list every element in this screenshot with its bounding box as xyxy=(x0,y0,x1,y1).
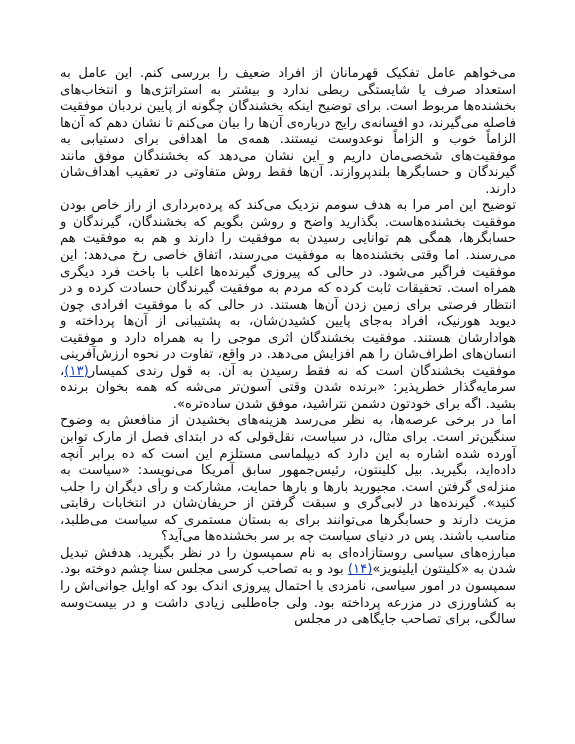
paragraph-text: توضیح این امر مرا به هدف سومم نزدیک می‌کند که پرده‌برداری از راز خاص بودن موفقیت بخشنده‌هاست. بگذارید واضح و روشن بگویم که بخشندگان، گیرندگان و حسابگرها، همگی هم توانایی رسیدن به موفقیت را دارند و هم به موفقیت هم می‌رسند. اما وقتی بخشنده‌ها به موفقیت می‌رسند، اتفاق خاصی رخ می‌دهد: این موفقیت فراگیر می‌شود. در حالی که پیروزی گیرنده‌ها اغلب با باخت فرد دیگری همراه است. تحقیقات ثابت کرده که مردم به موفقیت گیرندگان حسادت کرده و در انتظار فرصتی برای زمین زدن آن‌ها هستند. در حالی که با موفقیت افرادی چون دیوید هورنیک، افراد به‌جای پایین کشیدن‌شان، به پشتیبانی از آن‌ها پرداخته و هوادارشان هستند. موفقیت بخشندگان اثری موجی را به همراه دارد و موفقیت انسان‌های اطراف‌شان را هم افزایش می‌دهد. در واقع، تفاوت در نحوه ارزش‌آفرینی موفقیت بخشندگان است که نه فقط رسیدن به آن. به قول رندی کمیسار xyxy=(60,198,516,379)
paragraph-text: اما در برخی عرصه‌ها، به نظر می‌رسد هزینه‌های بخشیدن از منافعش به وضوح سنگین‌تر است. برای مثال، در سیاست، نقل‌قولی که در ابتدای فصل از مارک توابن آورده شده اشاره به این دارد که دیپلماسی مستلزم این است که ده برابر آنچه داده‌اید، بگیرید. بیل کلینتون، رئیس‌جمهور سابق آمریکا می‌نویسد: «سیاست به منزله‌ی گرفتن است. مجبورید بارها و بارها حمایت، مشارکت و رأی دیگران را جلب کنید». گیرنده‌ها در لابی‌گری و سبقت گرفتن از حریفان‌شان در انتخابات رقابتی مزیت دارند و حسابگرها می‌توانند برای به بستان مستمری که سیاست می‌طلبد، مناسب باشند. پس در دنیای سیاست چه بر سر بخشنده‌ها می‌آید؟ xyxy=(60,413,516,545)
paragraph-text: ، سرمایه‌گذار خطرپذیر: «برنده شدن وقتی آسون‌تر می‌شه که همه بخوان برنده بشید. اگه برای خودتون دشمن نتراشید، موفق شدن ساده‌تره». xyxy=(60,363,516,412)
paragraph-text: می‌خواهم عامل تفکیک قهرمانان از افراد ضعیف را بررسی کنم. این عامل به استعداد صرف یا شایستگی ربطی ندارد و بیشتر به استراتژی‌ها و انتخاب‌های بخشنده‌ها مربوط است. برای توضیح اینکه بخشندگان چگونه از پایین نردبان موفقیت فاصله می‌گیرند، دو افسانه‌ی رایج درباره‌ی آن‌ها را بیان می‌کنم تا نشان دهم که آن‌ها الزاماً خوب و الزاماً نوعدوست نیستند. همه‌ی ما اهدافی برای دستیابی به موفقیت‌های شخصی‌مان داریم و این نشان می‌دهد که بخشندگان موفق مانند گیرندگان و حسابگرها بلندپروازند. آن‌ها فقط روش متفاوتی در تعقیب اهداف‌شان دارند. xyxy=(60,66,516,197)
footnote-reference-link[interactable]: (۱۳) xyxy=(64,363,89,379)
paragraph xyxy=(60,546,516,629)
paragraph-text: مبارزه‌های سیاسی روستازاده‌ای به نام سمپسون را در نظر بگیرید. هدفش تبدیل شدن به «کلینتون ایلینویز» xyxy=(60,545,516,578)
paragraph-text: بود و به تصاحب کرسی مجلس سنا چشم دوخته بود. سمپسون در امور سیاسی، نامزدی با احتمال پیروزی اندک بود که اوایل جوانی‌اش را به کشاورزی در مزرعه پرداخته بود. ولی جاه‌طلبی زیادی داشت و در بیست‌وسه سالگی، برای تصاحب جایگاهی در مجلس xyxy=(60,562,516,628)
paragraph xyxy=(60,66,516,198)
body-text xyxy=(60,66,516,629)
footnote-reference-link[interactable]: (۱۴) xyxy=(347,562,373,578)
paragraph xyxy=(60,198,516,413)
paragraph xyxy=(60,413,516,545)
